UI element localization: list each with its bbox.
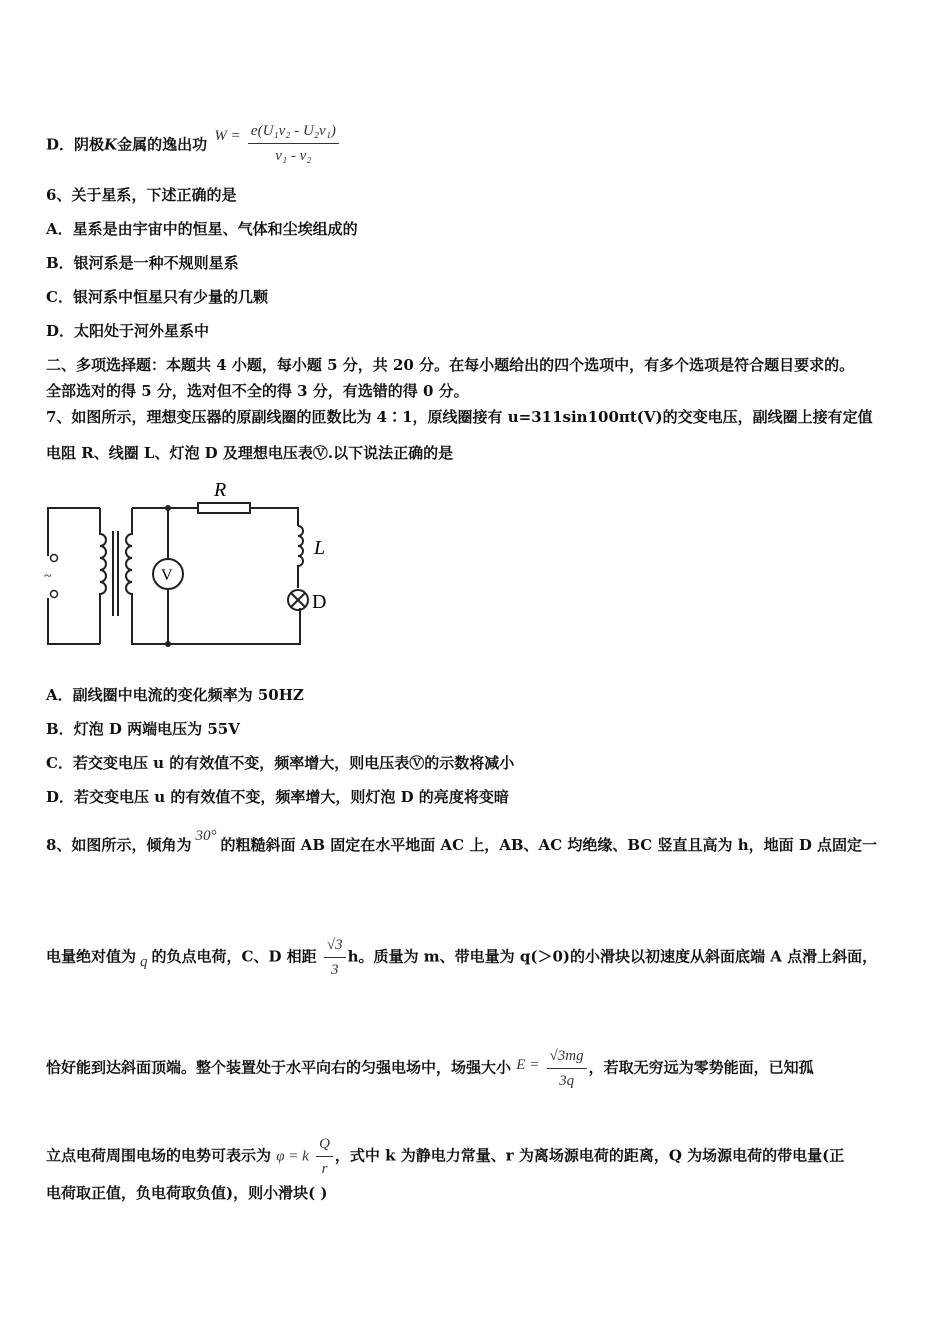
q8-E-denominator: 3q	[559, 1073, 575, 1089]
section2-line1: 二、多项选择题：本题共 4 小题，每小题 5 分，共 20 分。在每小题给出的四个选项中，有多个选项是符合题目要求的。	[46, 356, 855, 374]
terminal-bottom	[51, 591, 58, 598]
terminal-top	[51, 555, 58, 562]
q8-line2	[46, 935, 877, 980]
q5-optd-k: K	[104, 135, 118, 154]
secondary-coil	[126, 508, 132, 616]
label-D: D	[312, 591, 327, 613]
q7-option-a: A．副线圈中电流的变化频率为 50HZ	[46, 686, 304, 704]
inductor-symbol	[298, 526, 303, 588]
junction-bottom	[165, 641, 171, 647]
q8-l3-a: 恰好能到达斜面顶端。整个装置处于水平向右的匀强电场中，场强大小	[46, 1058, 512, 1077]
q5-formula-denominator: v₁ - v₂	[275, 148, 312, 164]
q8-phi-numerator: Q	[316, 1134, 333, 1157]
q5-option-d	[46, 123, 341, 168]
label-V: V	[161, 567, 173, 584]
q8-l1-a: 8、如图所示，倾角为	[46, 836, 192, 854]
q7-option-b: B．灯泡 D 两端电压为 55V	[46, 720, 240, 738]
q7-option-d: D．若交变电压 u 的有效值不变，频率增大，则灯泡 D 的亮度将变暗	[46, 788, 509, 806]
q5-formula-fraction	[248, 121, 339, 166]
junction-top	[165, 505, 171, 511]
q5-formula-numerator: e(U₁v₂ - U₂v₁)	[248, 121, 339, 144]
q8-cd-fraction	[324, 935, 346, 980]
q8-l2-b: 的负点电荷，C、D 相距	[151, 947, 317, 966]
q7-circuit-diagram	[40, 476, 350, 656]
label-R: R	[214, 479, 227, 501]
q7-stem-line1: 7、如图所示，理想变压器的原副线圈的匝数比为 4∶1，原线圈接有 u=311sin100πt(V)的交变电压，副线圈上接有定值	[46, 408, 873, 426]
q8-angle: 30°	[195, 828, 217, 844]
q8-phi-lhs: φ = k	[276, 1148, 309, 1165]
q8-q-symbol: q	[140, 953, 148, 970]
label-L: L	[314, 537, 326, 559]
q8-line1	[46, 828, 878, 856]
primary-coil	[100, 508, 106, 644]
q7-stem-line2: 电阻 R、线圈 L、灯泡 D 及理想电压表Ⓥ.以下说法正确的是	[46, 444, 454, 462]
q8-l3-b: ，若取无穷远为零势能面，已知孤	[588, 1058, 814, 1077]
q6-stem: 6、关于星系，下述正确的是	[46, 186, 237, 204]
q6-option-c: C．银河系中恒星只有少量的几颗	[46, 288, 268, 306]
q8-line4	[46, 1134, 844, 1179]
q5-formula-lhs: W =	[214, 127, 241, 144]
q8-cd-denominator: 3	[331, 962, 339, 978]
q8-phi-fraction	[316, 1134, 333, 1179]
resistor-symbol	[198, 503, 250, 513]
q6-option-a: A．星系是由宇宙中的恒星、气体和尘埃组成的	[46, 220, 358, 238]
label-ac: ~	[44, 569, 52, 584]
q8-l1-b: 的粗糙斜面 AB 固定在水平地面 AC 上，AB、AC 均绝缘、BC 竖直且高为 h，地面 D 点固定一	[220, 836, 878, 854]
q8-E-lhs: E =	[516, 1056, 540, 1073]
q8-phi-denominator: r	[321, 1161, 328, 1177]
q8-cd-numerator: √3	[324, 935, 346, 958]
q8-l4-a: 立点电荷周围电场的电势可表示为	[46, 1146, 272, 1165]
q8-E-fraction	[547, 1046, 587, 1091]
q8-E-numerator: √3mg	[547, 1046, 587, 1069]
resistor-wire	[250, 508, 298, 526]
q6-option-d: D．太阳处于河外星系中	[46, 322, 210, 340]
primary-wire-bottom	[48, 598, 100, 644]
q5-optd-suffix: 金属的逸出功	[117, 135, 208, 154]
q8-line5: 电荷取正值，负电荷取负值)，则小滑块( )	[46, 1184, 328, 1202]
secondary-wire-bottom	[132, 608, 300, 644]
q8-l2-c: h。质量为 m、带电量为 q(＞0)的小滑块以初速度从斜面底端 A 点滑上斜面，	[347, 947, 878, 966]
q8-l2-a: 电量绝对值为	[46, 947, 137, 966]
q5-optd-prefix: D．阴极	[46, 135, 105, 154]
q8-l4-b: ，式中 k 为静电力常量、r 为离场源电荷的距离，Q 为场源电荷的带电量(正	[334, 1146, 845, 1165]
q7-option-c: C．若交变电压 u 的有效值不变，频率增大，则电压表Ⓥ的示数将减小	[46, 754, 515, 772]
q6-option-b: B．银河系是一种不规则星系	[46, 254, 239, 272]
section2-line2: 全部选对的得 5 分，选对但不全的得 3 分，有选错的得 0 分。	[46, 382, 469, 400]
q8-line3	[46, 1046, 814, 1091]
primary-wire-top	[48, 508, 100, 556]
